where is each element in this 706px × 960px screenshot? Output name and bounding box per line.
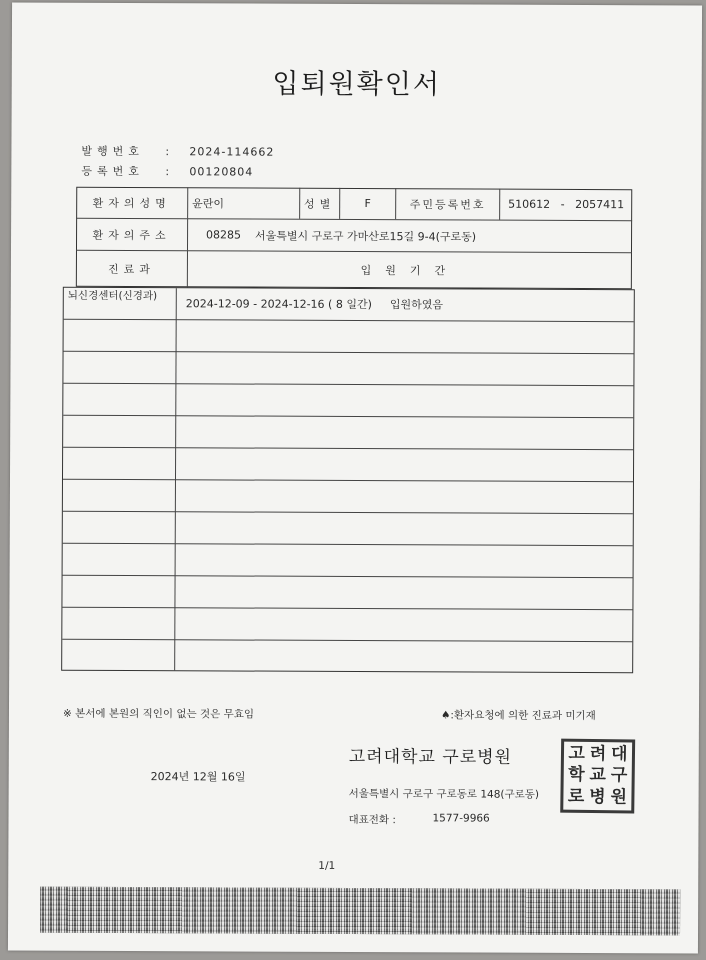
phone-number: 1577-9966: [432, 812, 490, 825]
phone-label: 대표전화 :: [348, 813, 396, 827]
row-divider: [63, 447, 633, 450]
registration-number-value: 00120804: [189, 165, 254, 179]
issue-number-label: 발행번호: [81, 144, 144, 159]
patient-request-note: ♠:환자요청에 의한 진료과 미기재: [440, 709, 596, 723]
rrn-front: 510612: [508, 197, 551, 211]
row-divider: [63, 511, 633, 514]
sex-label: 성별: [299, 188, 339, 219]
row-divider: [64, 351, 634, 354]
row-divider: [63, 479, 633, 482]
rrn-dash: -: [560, 197, 565, 211]
hospital-name: 고려대학교 구로병원: [348, 746, 513, 768]
issue-number: 발행번호 : 2024-114662: [81, 144, 275, 159]
zip-code: 08285: [206, 228, 242, 242]
admission-table: [61, 287, 635, 673]
address-label: 환자의주소: [76, 218, 187, 250]
period-cell: [176, 288, 634, 320]
document-title: 입퇴원확인서: [272, 68, 442, 101]
dept-cell: 뇌신경센터(신경과): [67, 289, 158, 303]
document-paper: [8, 2, 702, 953]
invalid-without-seal-note: ※ 본서에 본원의 직인이 없는 것은 무효임: [62, 707, 255, 721]
registration-number-label: 등록번호: [81, 164, 144, 179]
row-divider: [63, 575, 633, 578]
row-divider: [63, 415, 633, 418]
hospital-address: 서울특별시 구로구 구로동로 148(구로동): [348, 787, 540, 801]
issue-number-value: 2024-114662: [189, 145, 275, 159]
row-divider: [62, 639, 632, 642]
page-number: 1/1: [318, 859, 336, 872]
patient-name-label: 환자의성명: [92, 196, 171, 210]
patient-sex: F: [339, 188, 395, 219]
row-divider: [63, 543, 633, 546]
status-text: 입원하였음: [389, 298, 444, 312]
registration-number: 등록번호 : 00120804: [81, 164, 254, 179]
security-barcode-strip: [40, 887, 680, 936]
rrn-label: 주민등록번호: [395, 188, 499, 219]
address-text: 서울특별시 구로구 가마산로15길 9-4(구로동): [255, 229, 477, 244]
official-seal-stamp: 고 려 대 학 교 구 로 병 원: [560, 739, 635, 814]
admission-period-header: 입원기간: [187, 250, 632, 289]
issue-date: 2024년 12월 16일: [150, 770, 246, 784]
patient-name: 윤란이: [187, 187, 299, 218]
patient-info-table: [76, 187, 632, 289]
patient-address: [187, 218, 632, 252]
row-divider: [62, 607, 632, 610]
rrn-back: 2057411: [575, 197, 625, 212]
rrn-value: [499, 189, 632, 221]
period-text: 2024-12-09 - 2024-12-16 ( 8 일간): [185, 297, 372, 312]
row-divider: [63, 383, 633, 386]
department-header: 진료과: [76, 250, 187, 287]
